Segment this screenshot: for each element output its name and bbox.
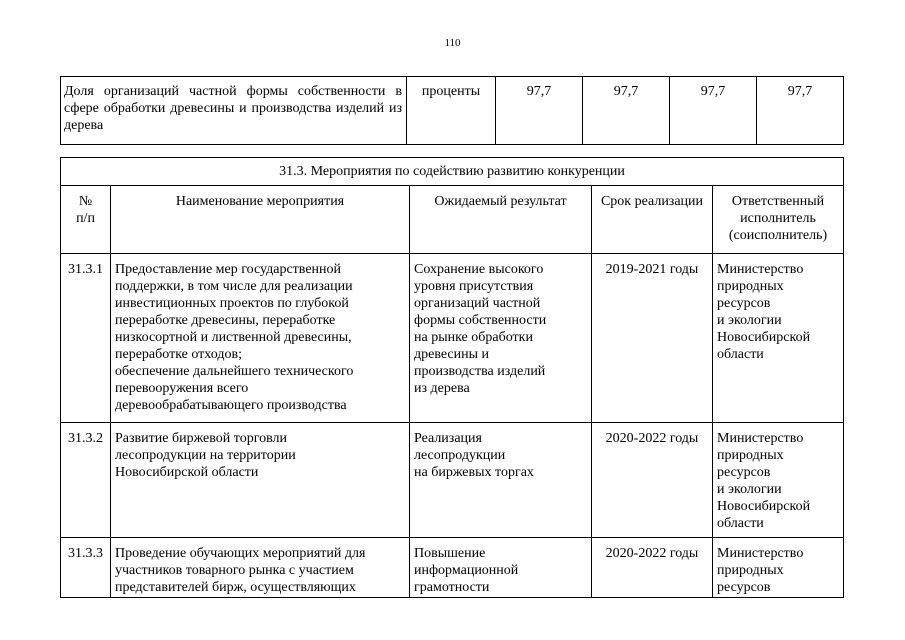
row-number: 31.3.2 xyxy=(61,423,111,538)
indicator-name: Доля организаций частной формы собственности в сфере обработки древесины и производства изделий из дерева xyxy=(61,77,407,145)
header-row xyxy=(61,186,844,254)
header-term: Срок реализации xyxy=(592,186,713,254)
row-responsible: Министерство природных ресурсов и экологии Новосибирской области xyxy=(713,423,844,538)
header-num: № п/п xyxy=(61,186,111,254)
row-number: 31.3.3 xyxy=(61,538,111,598)
row-term: 2019-2021 годы xyxy=(592,254,713,423)
header-result: Ожидаемый результат xyxy=(410,186,592,254)
row-expected-result: Реализация лесопродукции на биржевых торгах xyxy=(410,423,592,538)
row-measure-name: Проведение обучающих мероприятий для участников товарного рынка с участием представителей бирж, осуществляющих xyxy=(111,538,410,598)
table-row xyxy=(61,423,844,538)
indicator-value-1: 97,7 xyxy=(496,77,583,145)
table-row xyxy=(61,254,844,423)
header-name: Наименование мероприятия xyxy=(111,186,410,254)
page-number: 110 xyxy=(444,37,461,49)
indicator-value-3: 97,7 xyxy=(670,77,757,145)
indicator-value-4: 97,7 xyxy=(757,77,844,145)
row-responsible: Министерство природных ресурсов и экологии Новосибирской области xyxy=(713,254,844,423)
row-term: 2020-2022 годы xyxy=(592,423,713,538)
indicator-table xyxy=(60,76,844,145)
header-responsible: Ответственный исполнитель (соисполнитель) xyxy=(713,186,844,254)
row-expected-result: Повышение информационной грамотности xyxy=(410,538,592,598)
row-responsible: Министерство природных ресурсов xyxy=(713,538,844,598)
measures-table xyxy=(60,157,844,598)
row-term: 2020-2022 годы xyxy=(592,538,713,598)
row-number: 31.3.1 xyxy=(61,254,111,423)
indicator-row xyxy=(61,77,844,145)
row-measure-name: Развитие биржевой торговли лесопродукции на территории Новосибирской области xyxy=(111,423,410,538)
row-expected-result: Сохранение высокого уровня присутствия организаций частной формы собственности на рынке обработки древесины и производства изделий из дерева xyxy=(410,254,592,423)
indicator-value-2: 97,7 xyxy=(583,77,670,145)
indicator-unit: проценты xyxy=(407,77,496,145)
section-title: 31.3. Мероприятия по содействию развитию конкуренции xyxy=(61,158,844,186)
row-measure-name: Предоставление мер государственной поддержки, в том числе для реализации инвестиционных проектов по глубокой переработке древесины, переработке низкосортной и лиственной древесины, переработке отходов; обеспечение дальнейшего технического перевооружения всего деревообрабатывающего производства xyxy=(111,254,410,423)
table-row xyxy=(61,538,844,598)
